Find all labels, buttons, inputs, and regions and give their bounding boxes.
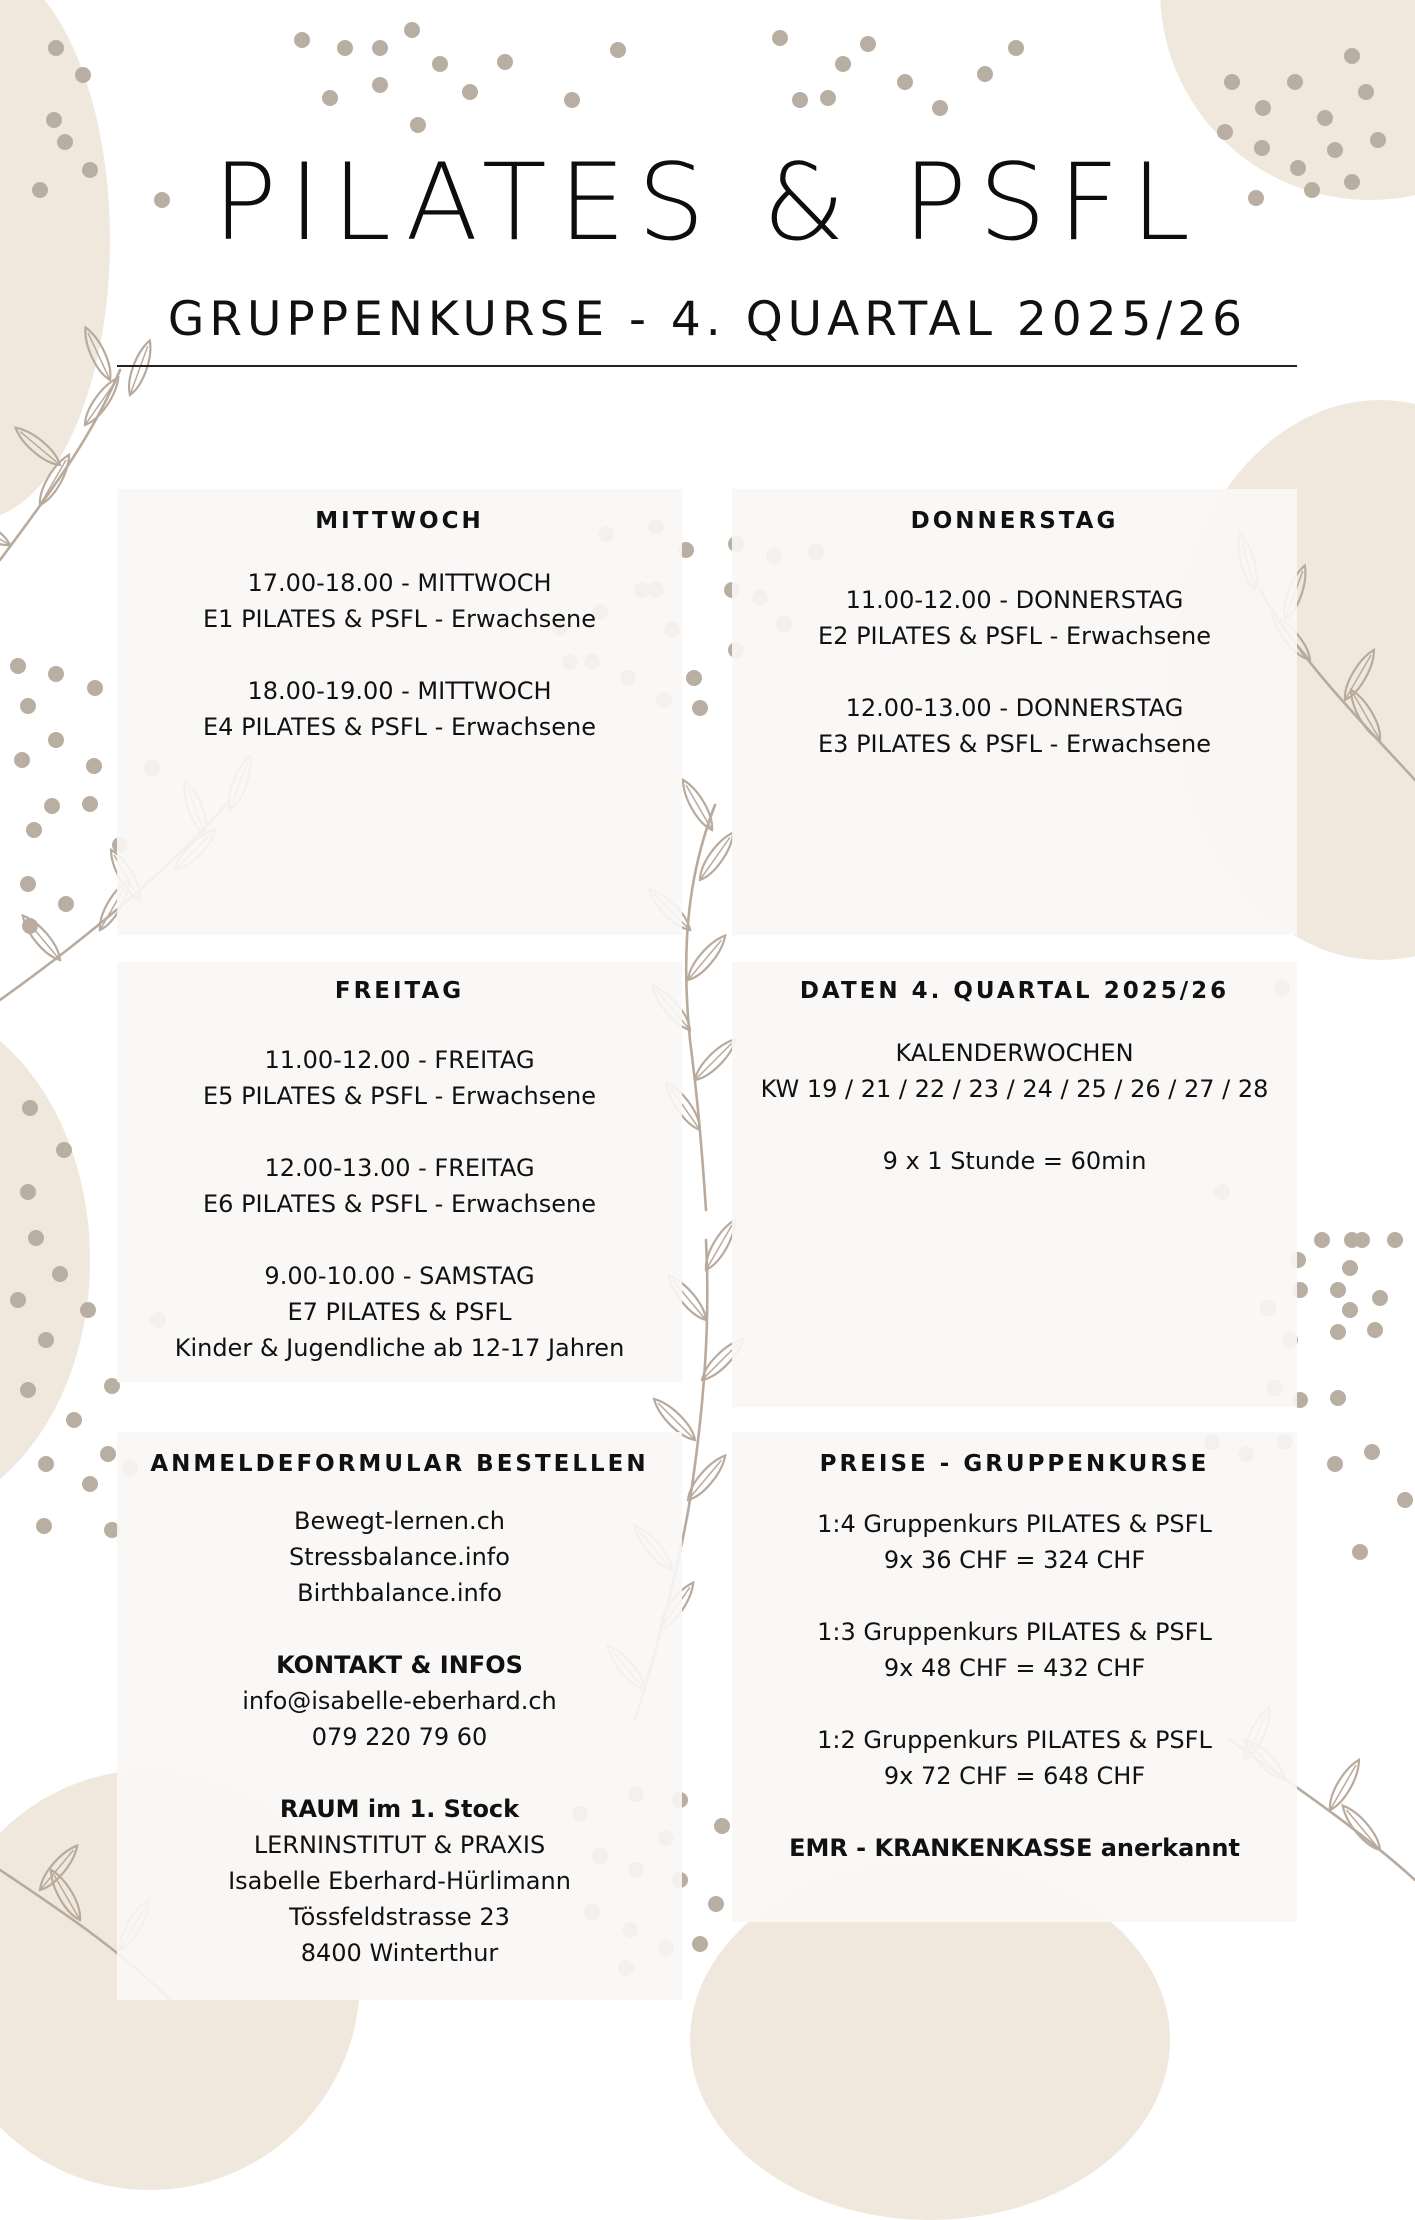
price-line: 1:3 Gruppenkurs PILATES & PSFL xyxy=(817,1618,1212,1646)
schedule-line: Kinder & Jugendliche ab 12-17 Jahren xyxy=(174,1334,625,1362)
card-donnerstag xyxy=(732,489,1297,935)
decor-leaf xyxy=(11,423,64,471)
schedule-line: 11.00-12.00 - FREITAG xyxy=(264,1046,535,1074)
price-line: 1:4 Gruppenkurs PILATES & PSFL xyxy=(817,1510,1212,1538)
duration-line: 9 x 1 Stunde = 60min xyxy=(882,1147,1147,1175)
decor-leaf xyxy=(677,776,718,833)
decor-leaf xyxy=(79,374,123,429)
card-mittwoch xyxy=(117,489,682,935)
schedule-line: 11.00-12.00 - DONNERSTAG xyxy=(845,586,1184,614)
decor-leaf xyxy=(1324,1756,1365,1813)
schedule-line: 17.00-18.00 - MITTWOCH xyxy=(247,569,552,597)
card-heading: MITTWOCH xyxy=(315,508,484,534)
phone-link[interactable]: 079 220 79 60 xyxy=(311,1723,488,1751)
page-title: PILATES & PSFL xyxy=(212,141,1203,264)
dates-line: KALENDERWOCHEN xyxy=(895,1039,1134,1067)
decor-leaf xyxy=(35,1841,83,1894)
decor-leaf xyxy=(124,338,157,397)
card-heading: PREISE - GRUPPENKURSE xyxy=(819,1451,1210,1477)
schedule-line: E7 PILATES & PSFL xyxy=(287,1298,512,1326)
page-subtitle: GRUPPENKURSE - 4. QUARTAL 2025/26 xyxy=(167,292,1248,347)
address-line: Isabelle Eberhard-Hürlimann xyxy=(228,1867,571,1895)
price-line: 9x 36 CHF = 324 CHF xyxy=(883,1546,1146,1574)
contact-heading: KONTAKT & INFOS xyxy=(276,1651,523,1679)
room-heading: RAUM im 1. Stock xyxy=(279,1795,520,1823)
calendar-weeks: KW 19 / 21 / 22 / 23 / 24 / 25 / 26 / 27 / 28 xyxy=(760,1075,1269,1103)
card-heading: DATEN 4. QUARTAL 2025/26 xyxy=(799,978,1230,1004)
schedule-line: 12.00-13.00 - FREITAG xyxy=(264,1154,535,1182)
schedule-line: E4 PILATES & PSFL - Erwachsene xyxy=(203,713,596,741)
price-line: 9x 72 CHF = 648 CHF xyxy=(883,1762,1146,1790)
schedule-line: 9.00-10.00 - SAMSTAG xyxy=(264,1262,535,1290)
address-line: 8400 Winterthur xyxy=(300,1939,499,1967)
price-line: 1:2 Gruppenkurs PILATES & PSFL xyxy=(817,1726,1212,1754)
schedule-line: E1 PILATES & PSFL - Erwachsene xyxy=(203,605,596,633)
card-heading: DONNERSTAG xyxy=(910,508,1119,534)
title-divider xyxy=(117,365,1297,367)
card-heading: FREITAG xyxy=(334,978,465,1004)
address-line: LERNINSTITUT & PRAXIS xyxy=(253,1831,546,1859)
decor-leaf xyxy=(1338,1801,1386,1854)
schedule-line: 12.00-13.00 - DONNERSTAG xyxy=(845,694,1184,722)
schedule-line: 18.00-19.00 - MITTWOCH xyxy=(247,677,552,705)
insurance-note: EMR - KRANKENKASSE anerkannt xyxy=(789,1834,1240,1862)
website-link[interactable]: Bewegt-lernen.ch xyxy=(293,1507,506,1535)
schedule-line: E2 PILATES & PSFL - Erwachsene xyxy=(818,622,1211,650)
email-link[interactable]: info@isabelle-eberhard.ch xyxy=(242,1687,557,1715)
website-link[interactable]: Stressbalance.info xyxy=(289,1543,510,1571)
card-freitag xyxy=(117,962,682,1382)
schedule-line: E3 PILATES & PSFL - Erwachsene xyxy=(818,730,1211,758)
card-anmeldung xyxy=(117,1432,682,2000)
price-line: 9x 48 CHF = 432 CHF xyxy=(883,1654,1146,1682)
schedule-line: E6 PILATES & PSFL - Erwachsene xyxy=(203,1190,596,1218)
address-line: Tössfeldstrasse 23 xyxy=(289,1903,510,1931)
card-preise xyxy=(732,1432,1297,1922)
schedule-line: E5 PILATES & PSFL - Erwachsene xyxy=(203,1082,596,1110)
decor-leaf xyxy=(683,931,731,984)
card-heading: ANMELDEFORMULAR BESTELLEN xyxy=(150,1451,649,1477)
website-link[interactable]: Birthbalance.info xyxy=(297,1579,502,1607)
card-daten xyxy=(732,962,1297,1407)
